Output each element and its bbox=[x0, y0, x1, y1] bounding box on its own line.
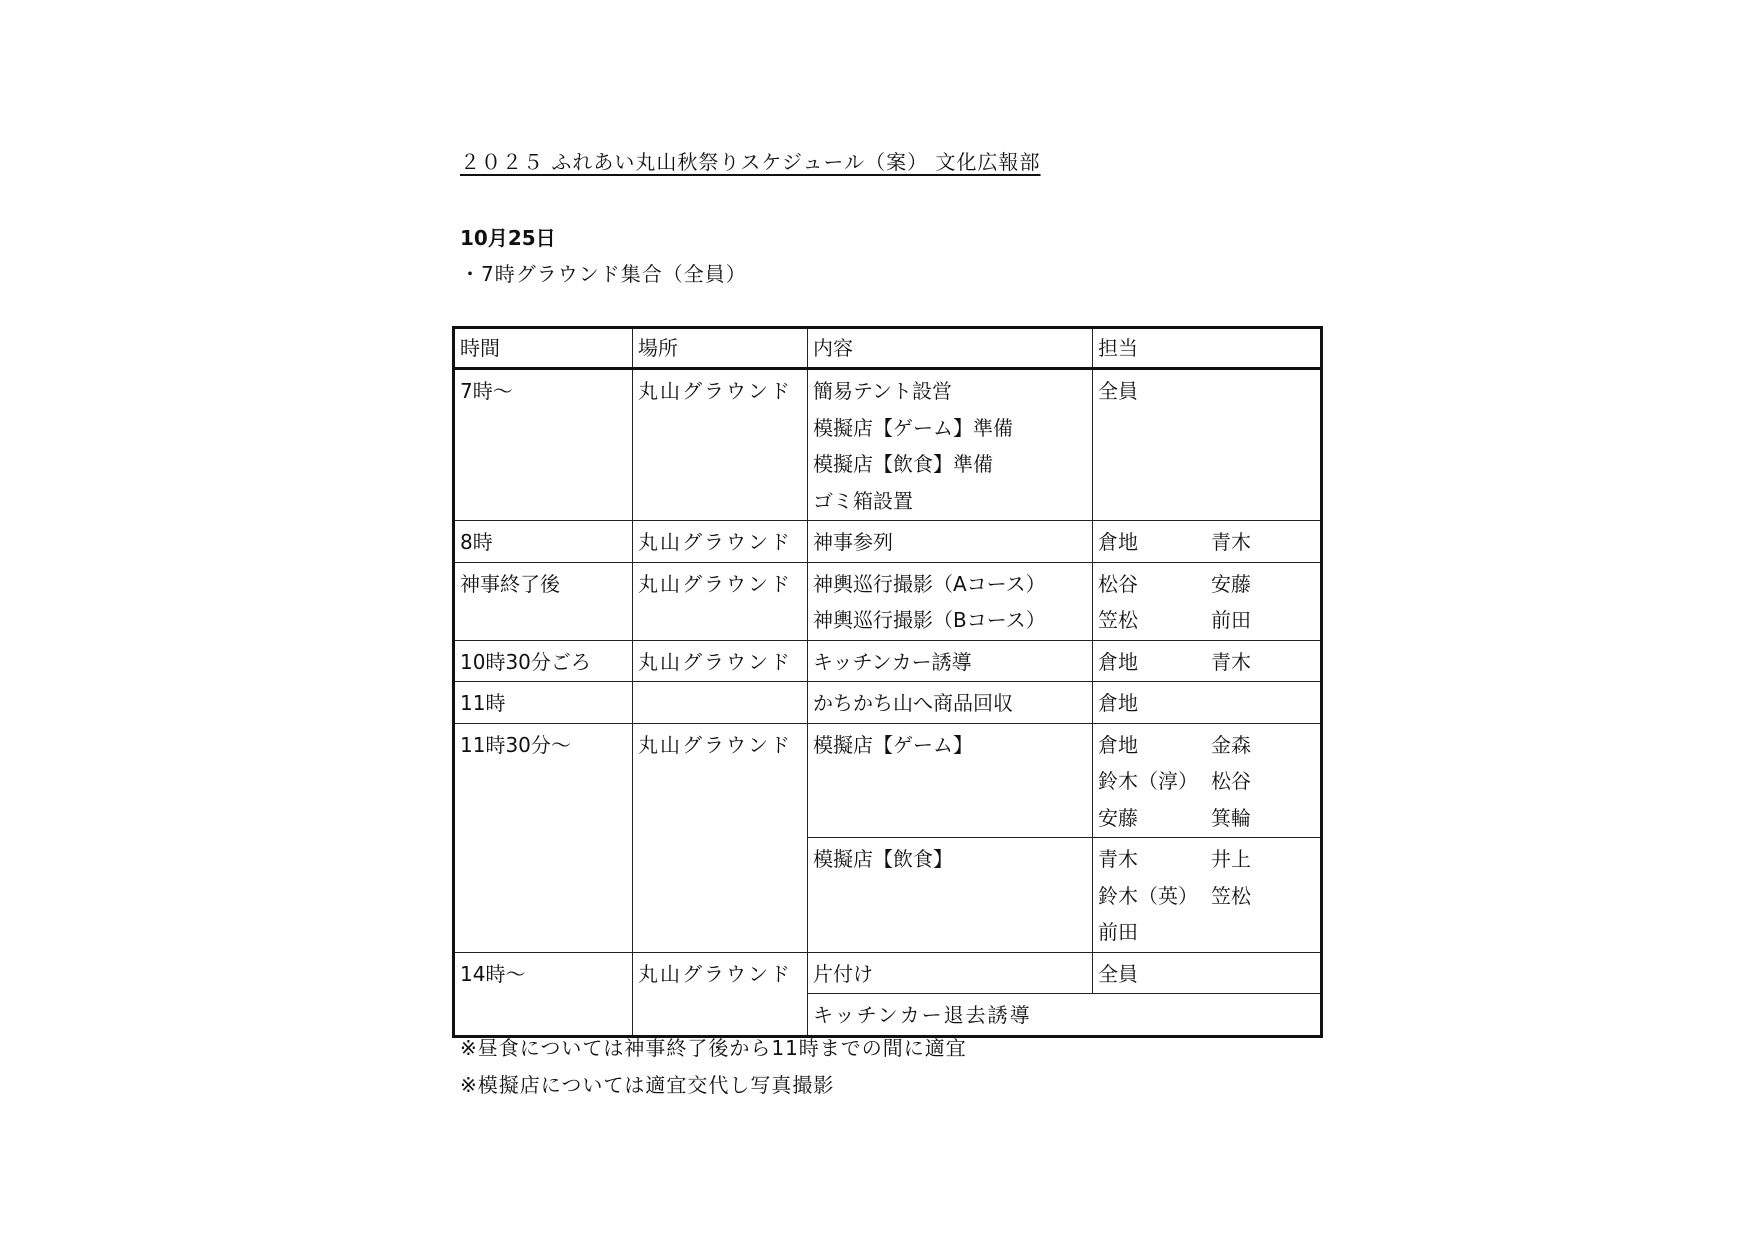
cell-content: 片付け bbox=[808, 952, 1093, 994]
staff-name: 前田 bbox=[1211, 608, 1251, 632]
cell-place: 丸山グラウンド bbox=[633, 952, 808, 1036]
cell-time: 10時30分ごろ bbox=[454, 640, 633, 682]
cell-time: 8時 bbox=[454, 521, 633, 563]
content-line: 神輿巡行撮影（Bコース） bbox=[813, 608, 1046, 632]
cell-place: 丸山グラウンド bbox=[633, 640, 808, 682]
staff-name: 倉地 bbox=[1098, 649, 1138, 674]
cell-staff bbox=[1093, 723, 1322, 838]
cell-staff: 全員 bbox=[1093, 369, 1322, 521]
cell-content: キッチンカー退去誘導 bbox=[808, 994, 1322, 1037]
content-line: 神輿巡行撮影（Aコース） bbox=[813, 571, 1046, 596]
table-row bbox=[454, 952, 1322, 994]
staff-name: 鈴木（淳） bbox=[1098, 769, 1198, 793]
cell-time: 7時～ bbox=[454, 369, 633, 521]
staff-name: 青木 bbox=[1098, 847, 1138, 871]
staff-name: 青木 bbox=[1211, 530, 1251, 554]
footnote: ※昼食については神事終了後から11時までの間に適宜 bbox=[460, 1036, 967, 1060]
table-row bbox=[454, 640, 1322, 682]
cell-time: 神事終了後 bbox=[454, 562, 633, 640]
footnote: ※模擬店については適宜交代し写真撮影 bbox=[460, 1073, 835, 1097]
gathering-note: ・7時グラウンド集合（全員） bbox=[460, 262, 747, 286]
header-place: 場所 bbox=[633, 328, 808, 369]
cell-staff bbox=[1093, 521, 1322, 563]
staff-name: 青木 bbox=[1211, 649, 1251, 674]
schedule-table bbox=[452, 326, 1323, 1038]
cell-content: 模擬店【飲食】 bbox=[808, 838, 1093, 953]
content-line: ゴミ箱設置 bbox=[813, 488, 913, 513]
staff-name: 前田 bbox=[1098, 920, 1138, 944]
header-staff: 担当 bbox=[1093, 328, 1322, 369]
cell-time: 14時～ bbox=[454, 952, 633, 1036]
staff-name: 安藤 bbox=[1211, 571, 1251, 596]
staff-name: 笠松 bbox=[1211, 883, 1251, 908]
staff-name: 井上 bbox=[1211, 847, 1251, 871]
event-date: 10月25日 bbox=[460, 226, 556, 250]
staff-name: 笠松 bbox=[1098, 608, 1138, 632]
cell-place bbox=[633, 682, 808, 724]
staff-name: 鈴木（英） bbox=[1098, 883, 1198, 908]
table-row bbox=[454, 369, 1322, 521]
header-content: 内容 bbox=[808, 328, 1093, 369]
staff-name: 倉地 bbox=[1098, 732, 1138, 757]
cell-time: 11時30分～ bbox=[454, 723, 633, 952]
cell-place: 丸山グラウンド bbox=[633, 521, 808, 563]
cell-staff bbox=[1093, 640, 1322, 682]
cell-staff: 倉地 bbox=[1093, 682, 1322, 724]
cell-content: 神事参列 bbox=[808, 521, 1093, 563]
cell-content: キッチンカー誘導 bbox=[808, 640, 1093, 682]
content-line: 模擬店【ゲーム】準備 bbox=[813, 415, 1013, 440]
staff-name: 金森 bbox=[1211, 732, 1251, 757]
table-header-row bbox=[454, 328, 1322, 369]
header-time: 時間 bbox=[454, 328, 633, 369]
content-line: 簡易テント設営 bbox=[813, 379, 952, 403]
cell-content bbox=[808, 369, 1093, 521]
cell-content: 模擬店【ゲーム】 bbox=[808, 723, 1093, 838]
content-line: 模擬店【飲食】準備 bbox=[813, 452, 993, 476]
cell-staff: 全員 bbox=[1093, 952, 1322, 994]
staff-name: 安藤 bbox=[1098, 805, 1138, 830]
table-row bbox=[454, 723, 1322, 838]
cell-content bbox=[808, 562, 1093, 640]
cell-place: 丸山グラウンド bbox=[633, 369, 808, 521]
document-title: ２０２５ ふれあい丸山秋祭りスケジュール（案） 文化広報部 bbox=[460, 150, 1041, 174]
cell-staff bbox=[1093, 838, 1322, 953]
staff-name: 松谷 bbox=[1211, 769, 1251, 793]
cell-time: 11時 bbox=[454, 682, 633, 724]
table-row bbox=[454, 521, 1322, 563]
cell-staff bbox=[1093, 562, 1322, 640]
cell-place: 丸山グラウンド bbox=[633, 723, 808, 952]
cell-place: 丸山グラウンド bbox=[633, 562, 808, 640]
cell-content: かちかち山へ商品回収 bbox=[808, 682, 1093, 724]
table-row bbox=[454, 682, 1322, 724]
table-row bbox=[454, 562, 1322, 640]
staff-name: 箕輪 bbox=[1211, 805, 1251, 830]
staff-name: 倉地 bbox=[1098, 530, 1138, 554]
staff-name: 松谷 bbox=[1098, 571, 1138, 596]
